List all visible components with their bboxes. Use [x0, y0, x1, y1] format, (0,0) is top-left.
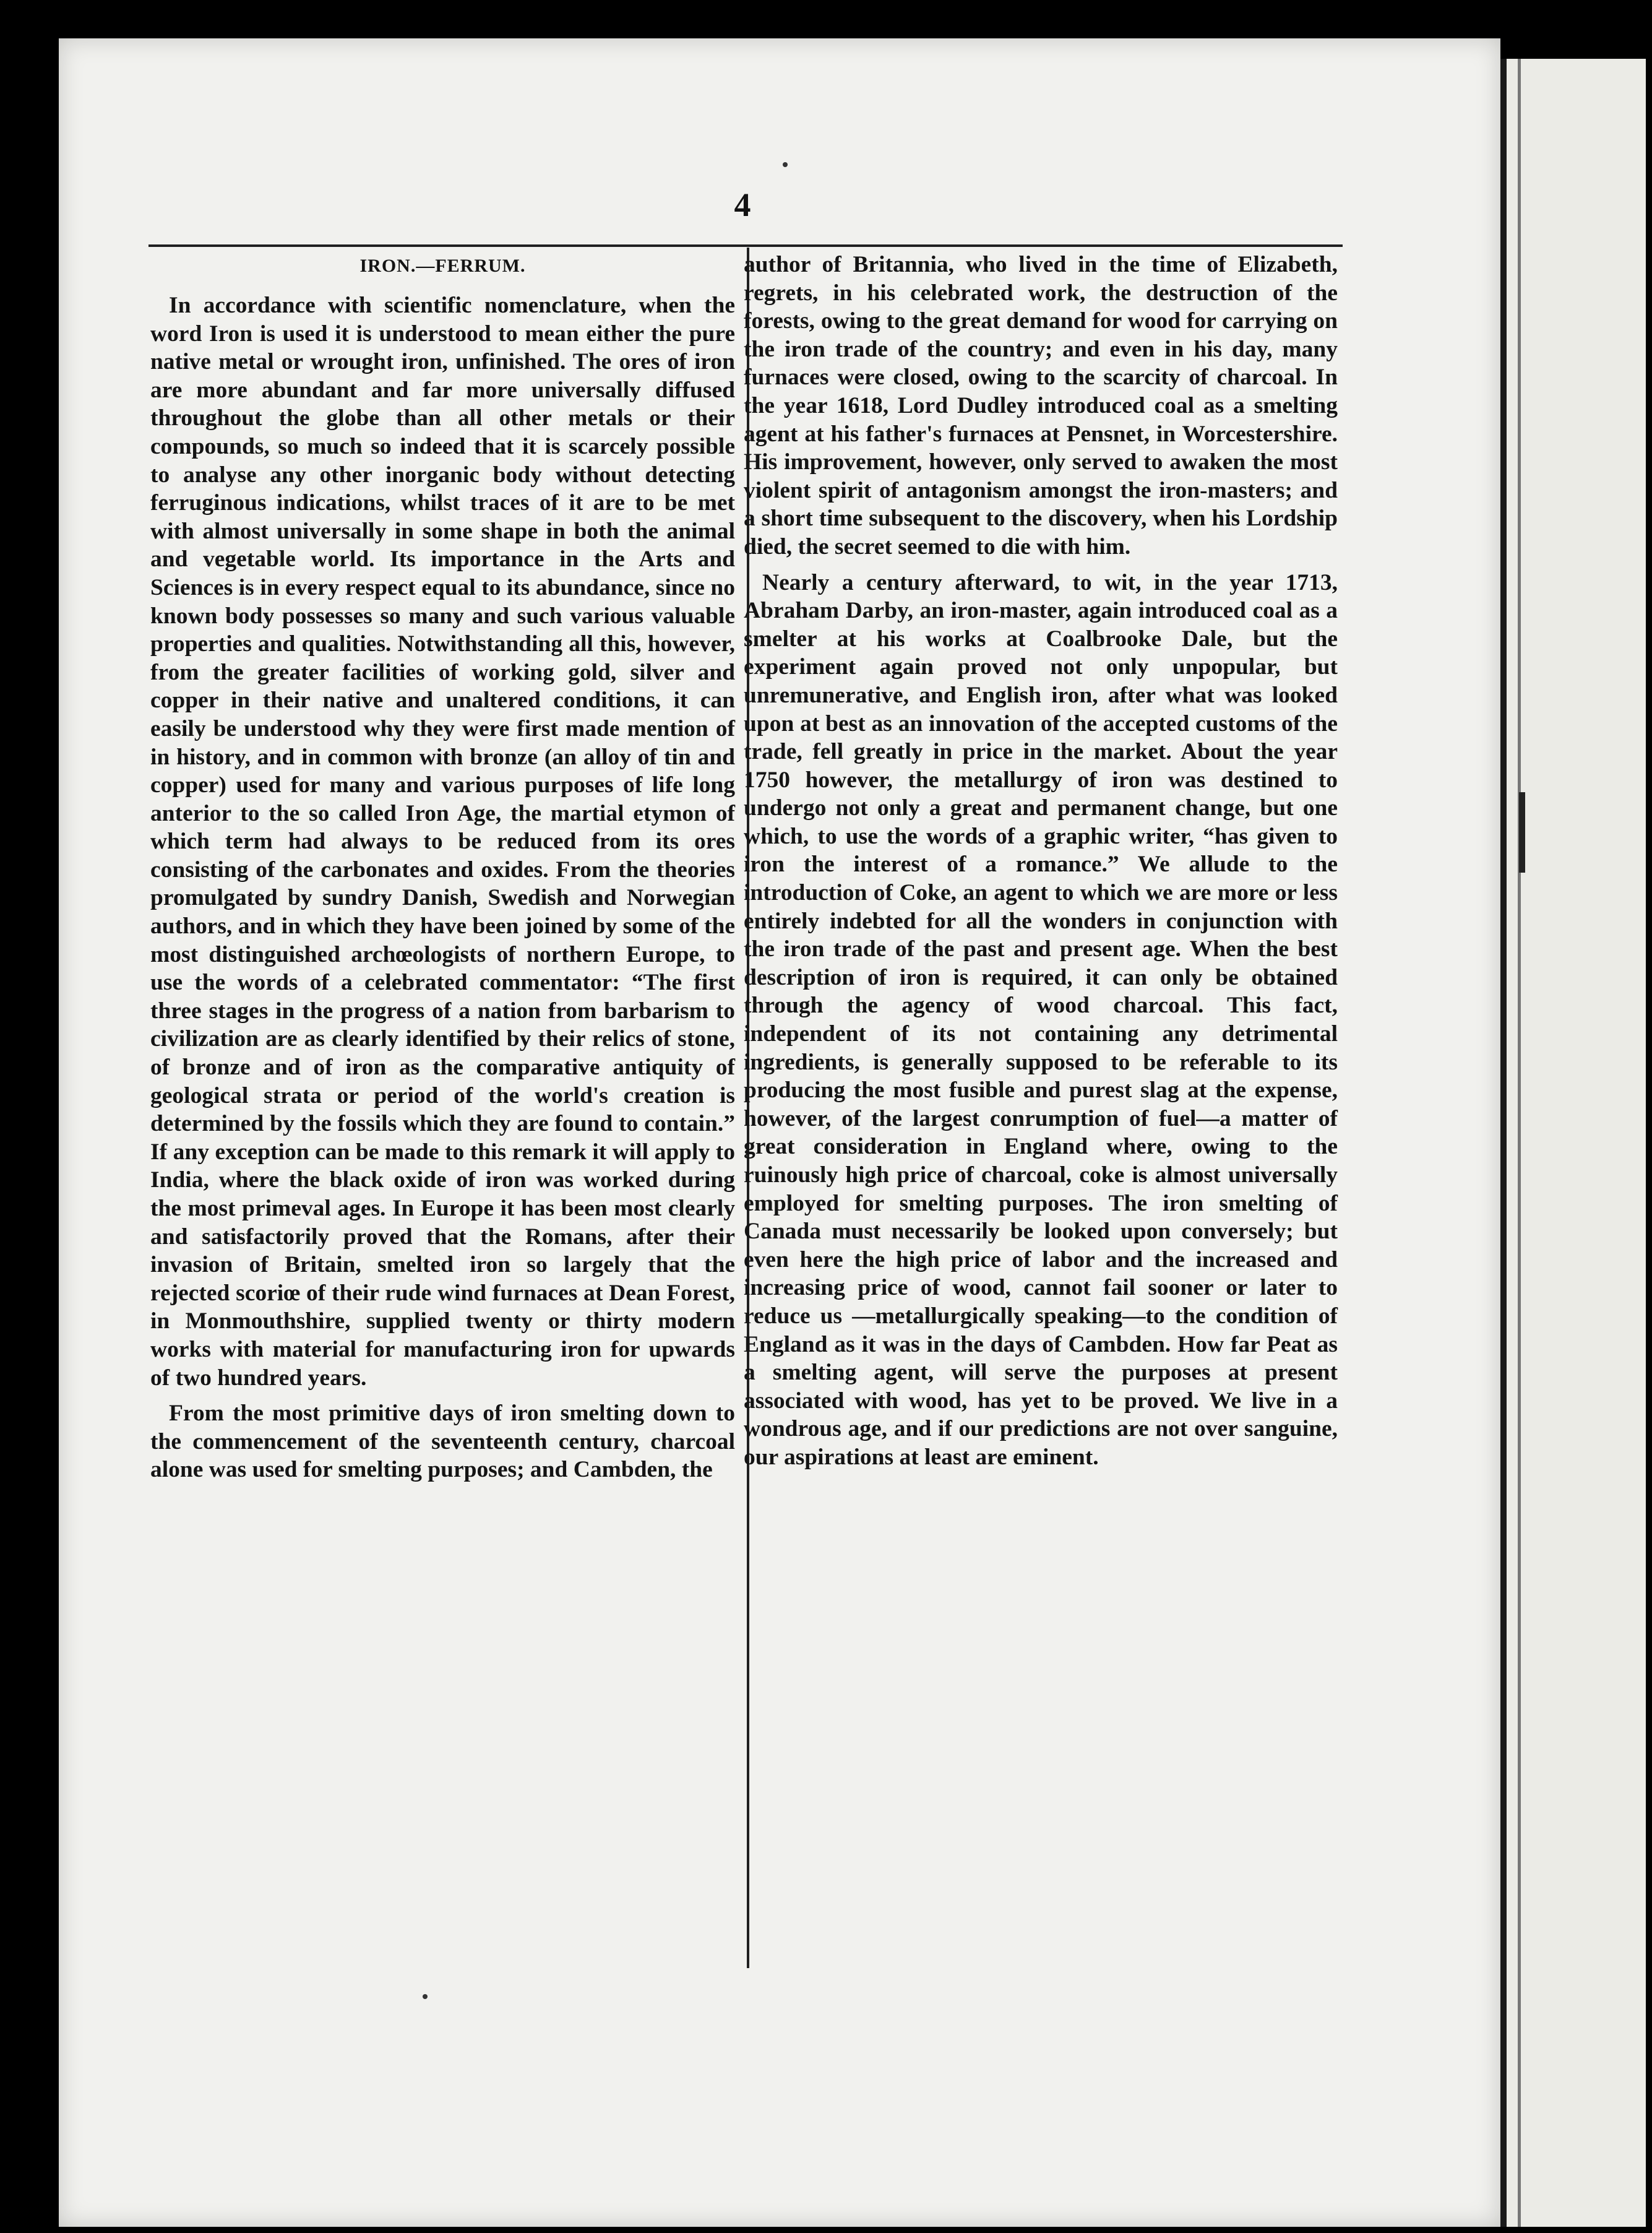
binding-mark: [1519, 792, 1525, 873]
adjacent-page-edge: [1500, 59, 1646, 2227]
article-paragraph: author of Britannia, who lived in the time of Elizabeth, regrets, in his celebrated work, the destruction of the forests, owing to the great demand for wood for carrying on the iron trade of the country; and even in his day, many furnaces were closed, owing to the scarcity of charcoal. In the year 1618, Lord Dudley introduced coal as a smelting agent at his father's furnaces at Pensnet, in Worcestershire. His improvement, however, only served to awaken the most violent spirit of antagonism amongst the iron-masters; and a short time subsequent to the discovery, when his Lordship died, the secret seemed to die with him.: [744, 252, 1338, 559]
ink-speck: [423, 1994, 428, 1999]
article-title: IRON.—FERRUM.: [359, 256, 526, 276]
page-binding-line: [1518, 59, 1521, 2227]
right-column: [744, 251, 1338, 1479]
page-number: 4: [734, 186, 751, 223]
page-binding-shadow: [1500, 59, 1507, 2227]
ink-speck: [783, 162, 788, 167]
article-paragraph: In accordance with scientific nomenclature, when the word Iron is used it is understood to mean either the pure native metal or wrought iron, unfinished. The ores of iron are more abundant and far more universally diffused throughout the globe than all other metals or their compounds, so much so indeed that it is scarcely possible to analyse any other inorganic body without detecting ferruginous indications, whilst traces of it are to be met with almost universally in some shape in both the animal and vegetable world. Its importance in the Arts and Sciences is in every respect equal to its abundance, since no known body possesses so many and such various valuable properties and qualities. Notwithstanding all this, however, from the greater facilities of working gold, silver and copper in their native and unaltered conditions, it can easily be understood why they were first made mention of in history, and in common with bronze (an alloy of tin and copper) used for many and various purposes of life long anterior to the so called Iron Age, the martial etymon of which term had always to be reduced from its ores consisting of the carbonates and oxides. From the theories promulgated by sundry Danish, Swedish and Norwegian authors, and in which they have been joined by some of the most distinguished archœologists of northern Europe, to use the words of a celebrated commentator: “The first three stages in the progress of a nation from barbarism to civilization are as clearly identified by their relics of stone, of bronze and of iron as the comparative antiquity of geological strata or period of the world's creation is determined by the fossils which they are found to contain.” If any exception can be made to this remark it will apply to India, where the black oxide of iron was worked during the most primeval ages. In Europe it has been most clearly and satisfactorily proved that the Romans, after their invasion of Britain, smelted iron so largely that the rejected scoriœ of their rude wind furnaces at Dean Forest, in Monmouthshire, supplied twenty or thirty modern works with material for manufacturing iron for upwards of two hundred years.: [150, 293, 735, 1391]
left-column: [150, 251, 735, 1492]
scan-border-top: [0, 0, 1652, 38]
article-paragraph: Nearly a century afterward, to wit, in the year 1713, Abraham Darby, an iron-master, again introduced coal as a smelter at his works at Coalbrooke Dale, but the experiment again proved not only unpopular, but unremunerative, and English iron, after what was looked upon at best as an innovation of the accepted customs of the trade, fell greatly in price in the market. About the year 1750 however, the metallurgy of iron was destined to undergo not only a great and permanent change, but one which, to use the words of a graphic writer, “has given to iron the interest of a romance.” We allude to the introduction of Coke, an agent to which we are more or less entirely indebted for all the wonders in conjunction with the iron trade of the past and present age. When the best description of iron is required, it can only be obtained through the agency of wood charcoal. This fact, independent of its not containing any detrimental ingredients, is generally supposed to be referable to its producing the most fusible and purest slag at the expense, however, of the largest conrumption of fuel—a matter of great consideration in England where, owing to the ruinously high price of charcoal, coke is almost universally employed for smelting purposes. The iron smelting of Canada must necessarily be looked upon conversely; but even here the high price of labor and the increased and increasing price of wood, cannot fail sooner or later to reduce us —metallurgically speaking—to the condition of England as it was in the days of Cambden. How far Peat as a smelting agent, will serve the purposes at present associated with wood, has yet to be proved. We live in a wondrous age, and if our predictions are not over sanguine, our aspirations at least are eminent.: [744, 569, 1338, 1470]
article-paragraph: From the most primitive days of iron smelting down to the commencement of the seventeenth century, charcoal alone was used for smelting purposes; and Cambden, the: [150, 1401, 735, 1483]
header-rule: [148, 244, 1343, 247]
